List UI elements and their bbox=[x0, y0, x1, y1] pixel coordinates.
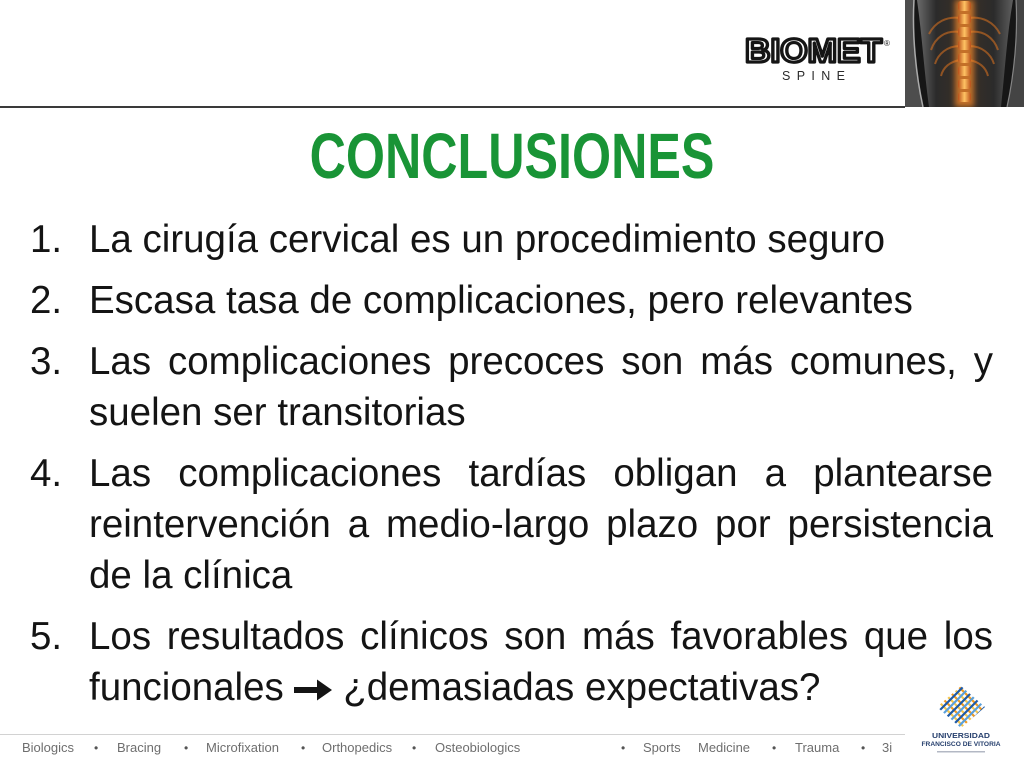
footer-item: Bracing bbox=[117, 740, 162, 755]
footer-separator: • bbox=[301, 741, 306, 755]
footer-item: 3i bbox=[882, 740, 893, 755]
item-text: Escasa tasa de complicaciones, pero relevantes bbox=[89, 279, 913, 322]
footer-product-lines bbox=[0, 740, 905, 756]
right-arrow-icon bbox=[294, 679, 332, 701]
list-item bbox=[30, 611, 993, 713]
item-text: Las complicaciones precoces son más comunes, y suelen ser transitorias bbox=[89, 340, 993, 434]
university-emblem bbox=[915, 680, 1012, 740]
footer-separator: • bbox=[412, 741, 417, 755]
item-number: 3. bbox=[30, 340, 63, 383]
logo-tagline-mark bbox=[937, 751, 985, 753]
footer-separator: • bbox=[772, 741, 777, 755]
item-number: 1. bbox=[30, 218, 63, 261]
list-item bbox=[30, 448, 993, 601]
footer-item: Sports bbox=[643, 740, 681, 755]
footer-divider bbox=[0, 734, 905, 735]
item-number: 4. bbox=[30, 452, 63, 495]
list-item bbox=[30, 275, 993, 326]
footer-separator: • bbox=[184, 741, 189, 755]
footer-item: Trauma bbox=[795, 740, 840, 755]
footer-separator: • bbox=[94, 741, 99, 755]
logo-registered-mark: ® bbox=[884, 39, 890, 48]
logo-division: SPINE bbox=[782, 69, 845, 83]
header-divider bbox=[0, 106, 905, 108]
slide-title: CONCLUSIONES bbox=[309, 120, 715, 192]
university-name-line2: FRANCISCO DE VITORIA bbox=[921, 741, 1001, 748]
list-item bbox=[30, 336, 993, 438]
item-number: 2. bbox=[30, 279, 63, 322]
logo-wordmark: BIOMET bbox=[745, 32, 882, 69]
item-text-main: Los resultados clínicos son más favorables que los funcionales bbox=[89, 615, 993, 709]
footer-item: Orthopedics bbox=[322, 740, 393, 755]
footer-item: Biologics bbox=[22, 740, 75, 755]
item-text-after: ¿demasiadas expectativas? bbox=[343, 666, 821, 709]
footer-item: Osteobiologics bbox=[435, 740, 521, 755]
spine-column bbox=[955, 0, 974, 107]
footer-separator: • bbox=[861, 741, 866, 755]
university-name-line1: UNIVERSIDAD bbox=[932, 733, 990, 740]
list-item bbox=[30, 214, 993, 265]
item-text bbox=[89, 611, 993, 713]
footer-item: Medicine bbox=[698, 740, 751, 755]
item-text: Las complicaciones tardías obligan a plantearse reintervención a medio-largo plazo por persistencia de la clínica bbox=[89, 452, 993, 597]
conclusions-list bbox=[30, 214, 993, 713]
biomet-spine-logo bbox=[742, 34, 894, 84]
spine-image bbox=[905, 0, 1024, 107]
footer-separator: • bbox=[621, 741, 626, 755]
item-text: La cirugía cervical es un procedimiento seguro bbox=[89, 218, 886, 261]
footer-item: Microfixation bbox=[206, 740, 279, 755]
university-logo bbox=[915, 680, 1019, 766]
item-number: 5. bbox=[30, 615, 63, 658]
